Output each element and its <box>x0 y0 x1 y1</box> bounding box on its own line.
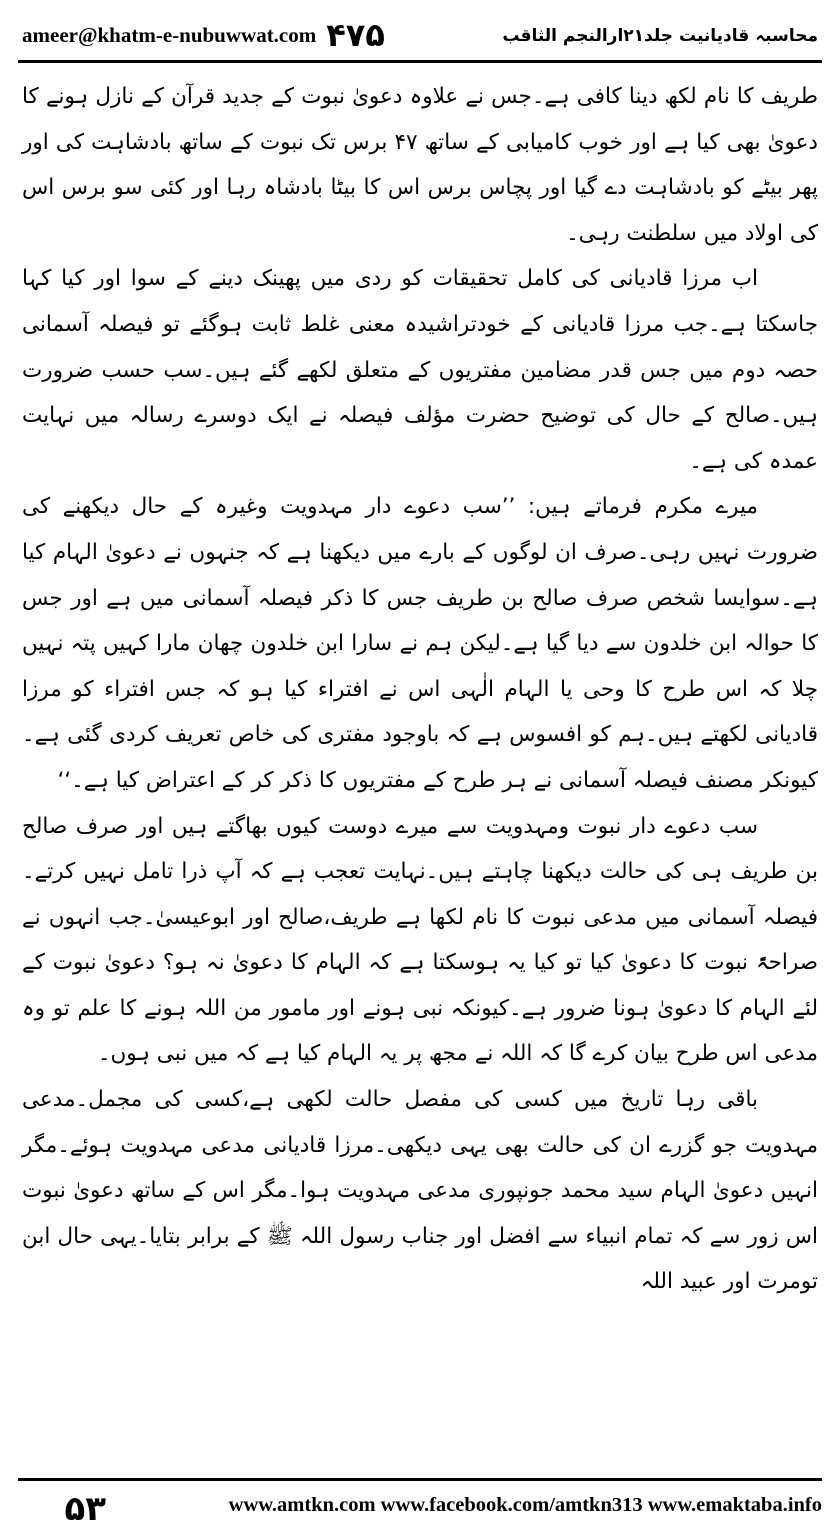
book-title: محاسبہ قادیانیت جلد۲۱ارالنجم الثاقب <box>502 25 818 46</box>
footer-websites[interactable]: www.amtkn.com www.facebook.com/amtkn313 www.emaktaba.info <box>228 1494 822 1516</box>
footer-page-number: ۵۳ <box>64 1489 106 1529</box>
header-divider <box>18 60 822 63</box>
paragraph-2: اب مرزا قادیانی کی کامل تحقیقات کو ردی میں پھینک دینے کے سوا اور کیا کہا جاسکتا ہے۔جب مرزا قادیانی کے خودتراشیدہ معنی غلط ثابت ہوگئے تو فیصلہ آسمانی حصہ دوم میں جس قدر مضامین مفتریوں کے متعلق لکھے گئے ہیں۔سب حسب ضرورت ہیں۔صالح کے حال کی توضیح حضرت مؤلف فیصلہ نے ایک دوسرے رسالہ میں نہایت عمدہ کی ہے۔ <box>22 266 819 474</box>
header-left-group <box>22 16 385 54</box>
footer-divider <box>18 1478 822 1481</box>
page-header <box>22 10 818 60</box>
paragraph-5: باقی رہا تاریخ میں کسی کی مفصل حالت لکھی ہے،کسی کی مجمل۔مدعی مہدویت جو گزرے ان کی حالت بھی یہی دیکھی۔مرزا قادیانی مدعی مہدویت ہوئے۔مگر انہیں دعویٰ الہام سید محمد جونپوری مدعی مہدویت ہوا۔مگر اس کے ساتھ دعویٰ نبوت اس زور سے کہ تمام انبیاء سے افضل اور جناب رسول اللہ ﷺ کے برابر بتایا۔یہی حال ابن تومرت اور عبید اللہ <box>22 1087 818 1295</box>
header-email[interactable]: ameer@khatm-e-nubuwwat.com <box>22 22 317 47</box>
paragraph-3: میرے مکرم فرماتے ہیں: ’’سب دعوے دار مہدویت وغیرہ کے حال دیکھنے کی ضرورت نہیں رہی۔صرف ان لوگوں کے بارے میں دیکھنا ہے کہ جنہوں نے دعویٰ الہام کیا ہے۔سوایسا شخص صرف صالح بن طریف جس کا ذکر فیصلہ آسمانی میں ہے اور جس کا حوالہ ابن خلدون سے دیا گیا ہے۔لیکن ہم نے سارا ابن خلدون چھان مارا کہیں پتہ نہیں چلا کہ اس طرح کا وحی یا الہام الٰہی اس نے افتراء کیا ہو کہ جس افتراء کو مرزا قادیانی لکھتے ہیں۔ہم کو افسوس ہے کہ باوجود مفتری کی خاص تعریف کردی گئی ہے۔کیونکر مصنف فیصلہ آسمانی نے ہر طرح کے مفتریوں کا ذکر کر کے اعتراض کیا ہے۔‘‘ <box>22 494 818 793</box>
page-body <box>22 74 818 1305</box>
paragraph-1: طریف کا نام لکھ دینا کافی ہے۔جس نے علاوہ دعویٰ نبوت کے جدید قرآن کے نازل ہونے کا دعویٰ بھی کیا ہے اور خوب کامیابی کے ساتھ ۴۷ برس تک نبوت کے ساتھ بادشاہت کی اور پھر بیٹے کو بادشاہت دے گیا اور پچاس برس اس کا بیٹا بادشاہ رہا اور کئی سو برس اس کی اولاد میں سلطنت رہی۔ <box>22 84 819 246</box>
page-footer <box>0 1484 840 1540</box>
paragraph-4: سب دعوے دار نبوت ومہدویت سے میرے دوست کیوں بھاگتے ہیں اور صرف صالح بن طریف ہی کی حالت دیکھنا چاہتے ہیں۔نہایت تعجب ہے کہ آپ ذرا تامل نہیں کرتے۔فیصلہ آسمانی میں مدعی نبوت کا نام لکھا ہے طریف،صالح اور ابوعیسیٰ۔جب انہوں نے صراحۃً نبوت کا دعویٰ کیا تو کیا یہ ہوسکتا ہے کہ الہام کا دعویٰ نہ ہو؟ دعویٰ نبوت کے لئے الہام کا دعویٰ ہونا ضرور ہے۔کیونکہ نبی ہونے اور مامور من اللہ ہونے کا علم تو وہ مدعی اس طرح بیان کرے گا کہ اللہ نے مجھ پر یہ الہام کیا ہے کہ میں نبی ہوں۔ <box>22 813 818 1067</box>
header-page-number: ۴۷۵ <box>326 16 385 54</box>
